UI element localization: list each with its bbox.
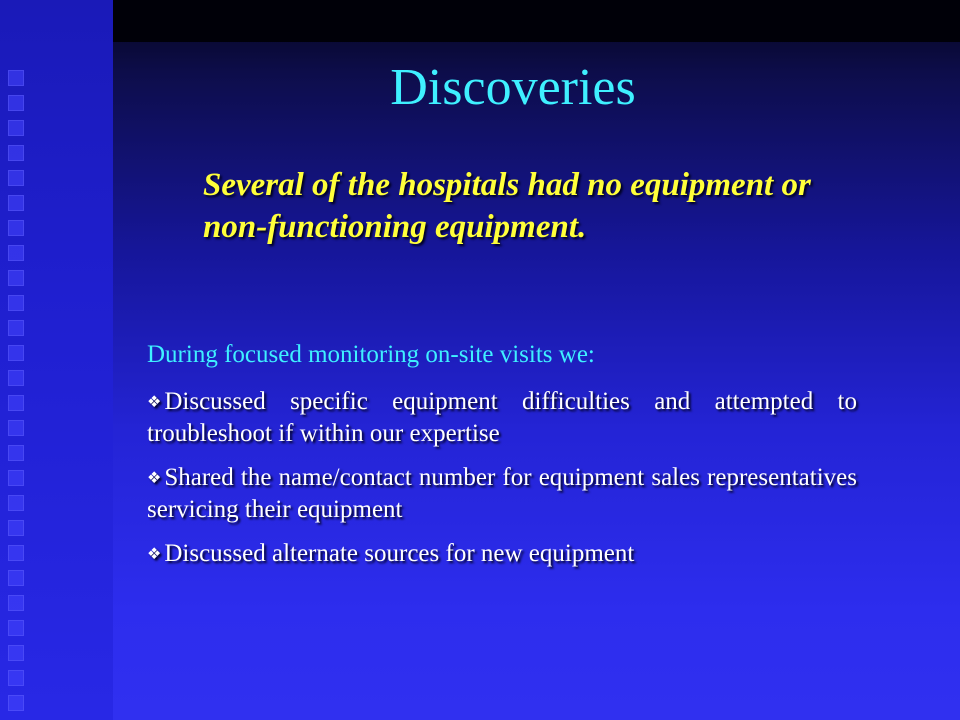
bullet-item	[147, 538, 857, 570]
decorative-square	[8, 295, 24, 311]
decorative-square	[8, 495, 24, 511]
four-point-diamond-icon: ❖	[147, 468, 162, 487]
decorative-square	[8, 695, 24, 711]
decorative-square	[8, 395, 24, 411]
decorative-square	[8, 545, 24, 561]
decorative-square	[8, 170, 24, 186]
decorative-square	[8, 420, 24, 436]
decorative-square	[8, 620, 24, 636]
decorative-square	[8, 570, 24, 586]
top-dark-band	[113, 0, 960, 42]
bullet-item	[147, 386, 857, 450]
slide-subtitle: Several of the hospitals had no equipment or non-functioning equipment.	[203, 167, 811, 245]
four-point-diamond-icon: ❖	[147, 544, 162, 563]
decorative-square	[8, 220, 24, 236]
decorative-square	[8, 270, 24, 286]
decorative-square	[8, 320, 24, 336]
slide-title: Discoveries	[390, 59, 636, 116]
decorative-square	[8, 370, 24, 386]
decorative-square	[8, 645, 24, 661]
decorative-square	[8, 595, 24, 611]
decorative-square	[8, 70, 24, 86]
bullet-text: Shared the name/contact number for equipment sales representatives servicing their equipment	[147, 464, 857, 523]
decorative-square	[8, 345, 24, 361]
decorative-squares	[8, 70, 28, 720]
bullet-list	[147, 386, 857, 582]
decorative-square	[8, 470, 24, 486]
four-point-diamond-icon: ❖	[147, 392, 162, 411]
decorative-square	[8, 95, 24, 111]
decorative-square	[8, 520, 24, 536]
bullet-text: Discussed specific equipment difficulties and attempted to troubleshoot if within our expertise	[147, 388, 857, 447]
bullet-item	[147, 462, 857, 526]
decorative-square	[8, 195, 24, 211]
bullet-text: Discussed alternate sources for new equipment	[164, 540, 635, 567]
decorative-square	[8, 145, 24, 161]
decorative-square	[8, 120, 24, 136]
lead-text: During focused monitoring on-site visits we:	[147, 341, 595, 368]
decorative-square	[8, 670, 24, 686]
decorative-square	[8, 445, 24, 461]
decorative-square	[8, 245, 24, 261]
